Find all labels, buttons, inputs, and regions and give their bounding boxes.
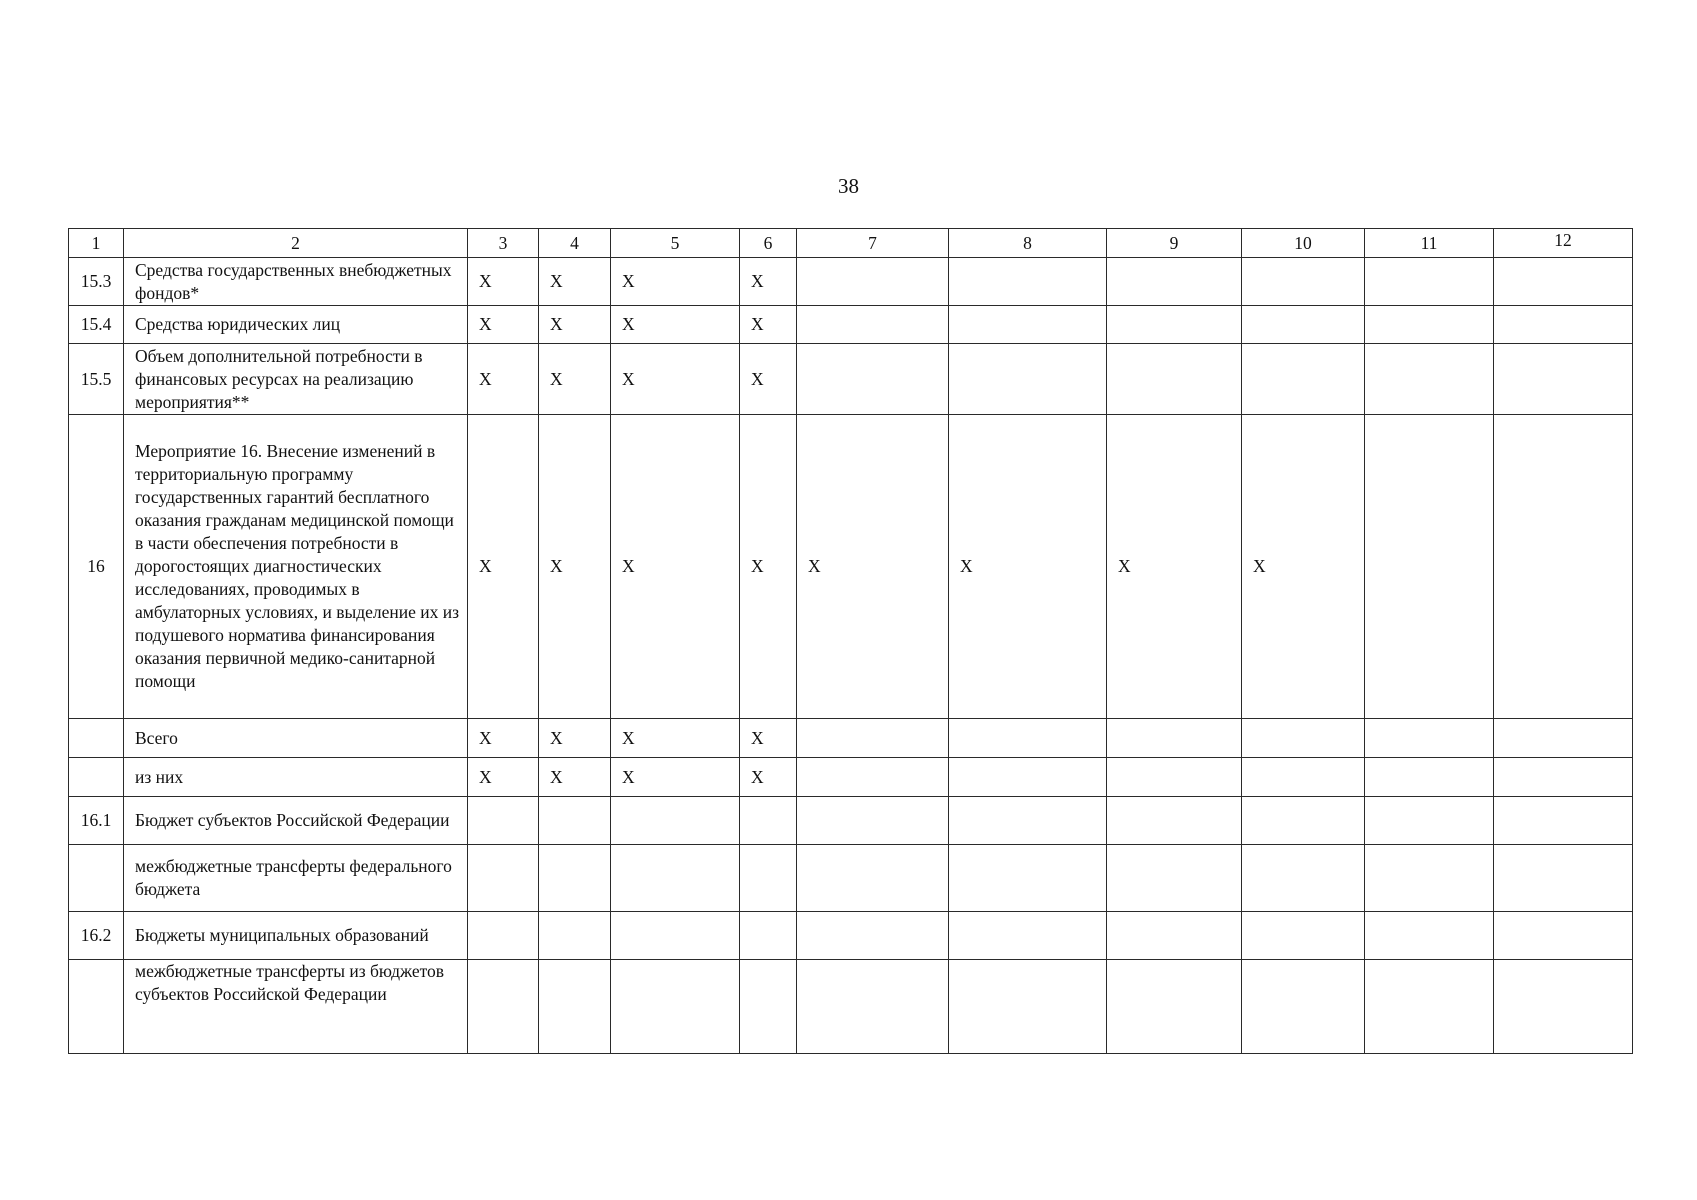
value-cell: [1242, 344, 1365, 415]
value-cell: X: [539, 306, 611, 344]
value-cell: [949, 758, 1107, 797]
value-cell: X: [740, 306, 797, 344]
value-cell: X: [468, 344, 539, 415]
value-cell: X: [611, 415, 740, 719]
value-cell: [1365, 797, 1494, 845]
value-cell: X: [468, 415, 539, 719]
value-cell: X: [797, 415, 949, 719]
value-cell: X: [539, 719, 611, 758]
table-header-row: [69, 229, 1633, 258]
value-cell: [949, 797, 1107, 845]
value-cell: [468, 845, 539, 912]
value-cell: [1365, 960, 1494, 1054]
table-row: [69, 845, 1633, 912]
value-cell: [797, 719, 949, 758]
value-cell: [949, 306, 1107, 344]
column-header: 4: [539, 229, 611, 258]
value-cell: [740, 912, 797, 960]
value-cell: [1494, 845, 1633, 912]
row-number: [69, 758, 124, 797]
value-cell: [1365, 719, 1494, 758]
row-description: Бюджет субъектов Российской Федерации: [124, 797, 468, 845]
table-row: [69, 258, 1633, 306]
value-cell: [949, 344, 1107, 415]
value-cell: X: [611, 758, 740, 797]
table-row: [69, 306, 1633, 344]
value-cell: [949, 719, 1107, 758]
value-cell: X: [468, 258, 539, 306]
value-cell: [797, 960, 949, 1054]
value-cell: X: [1107, 415, 1242, 719]
row-number: 15.4: [69, 306, 124, 344]
value-cell: [1365, 415, 1494, 719]
value-cell: [1242, 845, 1365, 912]
value-cell: [949, 912, 1107, 960]
value-cell: X: [539, 258, 611, 306]
value-cell: X: [539, 415, 611, 719]
value-cell: [1494, 306, 1633, 344]
value-cell: [1107, 258, 1242, 306]
value-cell: [1365, 258, 1494, 306]
row-description: Бюджеты муниципальных образований: [124, 912, 468, 960]
column-header: 11: [1365, 229, 1494, 258]
table-row: [69, 719, 1633, 758]
value-cell: [1365, 344, 1494, 415]
value-cell: X: [740, 258, 797, 306]
row-number: [69, 960, 124, 1054]
row-number: [69, 845, 124, 912]
value-cell: [1494, 258, 1633, 306]
row-description: межбюджетные трансферты из бюджетов субъектов Российской Федерации: [124, 960, 468, 1054]
value-cell: [1365, 306, 1494, 344]
value-cell: [1107, 845, 1242, 912]
value-cell: [539, 912, 611, 960]
value-cell: [611, 797, 740, 845]
column-header: 8: [949, 229, 1107, 258]
row-description: Мероприятие 16. Внесение изменений в территориальную программу государственных гарантий бесплатного оказания гражданам медицинской помощи в части обеспечения потребности в дорогостоящих диагностических исследованиях, проводимых в амбулаторных условиях, и выделение их из подушевого норматива финансирования оказания первичной медико-санитарной помощи: [124, 415, 468, 719]
value-cell: X: [740, 415, 797, 719]
row-description: Всего: [124, 719, 468, 758]
value-cell: [797, 306, 949, 344]
value-cell: X: [611, 719, 740, 758]
value-cell: [539, 960, 611, 1054]
value-cell: [1494, 758, 1633, 797]
value-cell: [949, 258, 1107, 306]
value-cell: [1242, 306, 1365, 344]
column-header: 5: [611, 229, 740, 258]
value-cell: X: [740, 344, 797, 415]
value-cell: [949, 960, 1107, 1054]
row-description: Средства юридических лиц: [124, 306, 468, 344]
value-cell: [539, 845, 611, 912]
value-cell: [797, 912, 949, 960]
value-cell: [1365, 912, 1494, 960]
value-cell: [611, 912, 740, 960]
value-cell: [1242, 797, 1365, 845]
value-cell: [468, 960, 539, 1054]
value-cell: [797, 845, 949, 912]
value-cell: X: [949, 415, 1107, 719]
column-header: 12: [1494, 229, 1633, 258]
row-number: 15.5: [69, 344, 124, 415]
value-cell: [539, 797, 611, 845]
row-number: 16: [69, 415, 124, 719]
value-cell: X: [539, 344, 611, 415]
row-number: 16.2: [69, 912, 124, 960]
column-header: 6: [740, 229, 797, 258]
row-number: 16.1: [69, 797, 124, 845]
value-cell: X: [468, 306, 539, 344]
value-cell: [1242, 719, 1365, 758]
value-cell: [1107, 719, 1242, 758]
row-description: из них: [124, 758, 468, 797]
value-cell: X: [740, 719, 797, 758]
value-cell: [1365, 758, 1494, 797]
value-cell: [611, 960, 740, 1054]
value-cell: [797, 258, 949, 306]
value-cell: [1107, 758, 1242, 797]
value-cell: [1494, 797, 1633, 845]
value-cell: [1494, 719, 1633, 758]
value-cell: [1494, 415, 1633, 719]
row-description: межбюджетные трансферты федерального бюджета: [124, 845, 468, 912]
row-description: Объем дополнительной потребности в финансовых ресурсах на реализацию мероприятия**: [124, 344, 468, 415]
value-cell: X: [611, 258, 740, 306]
column-header: 1: [69, 229, 124, 258]
value-cell: [797, 758, 949, 797]
value-cell: [740, 960, 797, 1054]
page-number: 38: [838, 174, 859, 198]
table-row: [69, 960, 1633, 1054]
column-header: 10: [1242, 229, 1365, 258]
table-row: [69, 415, 1633, 719]
value-cell: [797, 344, 949, 415]
value-cell: [1242, 960, 1365, 1054]
value-cell: X: [740, 758, 797, 797]
value-cell: [1107, 306, 1242, 344]
row-number: [69, 719, 124, 758]
value-cell: [611, 845, 740, 912]
value-cell: X: [539, 758, 611, 797]
value-cell: X: [611, 344, 740, 415]
table-row: [69, 797, 1633, 845]
financing-table: [68, 228, 1633, 1054]
value-cell: X: [611, 306, 740, 344]
table-row: [69, 912, 1633, 960]
row-number: 15.3: [69, 258, 124, 306]
value-cell: [740, 797, 797, 845]
column-header: 7: [797, 229, 949, 258]
column-header: 3: [468, 229, 539, 258]
value-cell: [1107, 912, 1242, 960]
value-cell: [468, 912, 539, 960]
value-cell: X: [468, 719, 539, 758]
value-cell: [797, 797, 949, 845]
value-cell: [1365, 845, 1494, 912]
value-cell: [1242, 912, 1365, 960]
value-cell: [1494, 912, 1633, 960]
value-cell: [1107, 797, 1242, 845]
table-row: [69, 758, 1633, 797]
value-cell: [949, 845, 1107, 912]
value-cell: [1107, 960, 1242, 1054]
value-cell: [1242, 758, 1365, 797]
value-cell: [1242, 258, 1365, 306]
value-cell: [740, 845, 797, 912]
row-description: Средства государственных внебюджетных фондов*: [124, 258, 468, 306]
column-header: 2: [124, 229, 468, 258]
value-cell: [468, 797, 539, 845]
value-cell: [1494, 344, 1633, 415]
value-cell: X: [1242, 415, 1365, 719]
column-header: 9: [1107, 229, 1242, 258]
table-row: [69, 344, 1633, 415]
value-cell: [1494, 960, 1633, 1054]
value-cell: [1107, 344, 1242, 415]
value-cell: X: [468, 758, 539, 797]
